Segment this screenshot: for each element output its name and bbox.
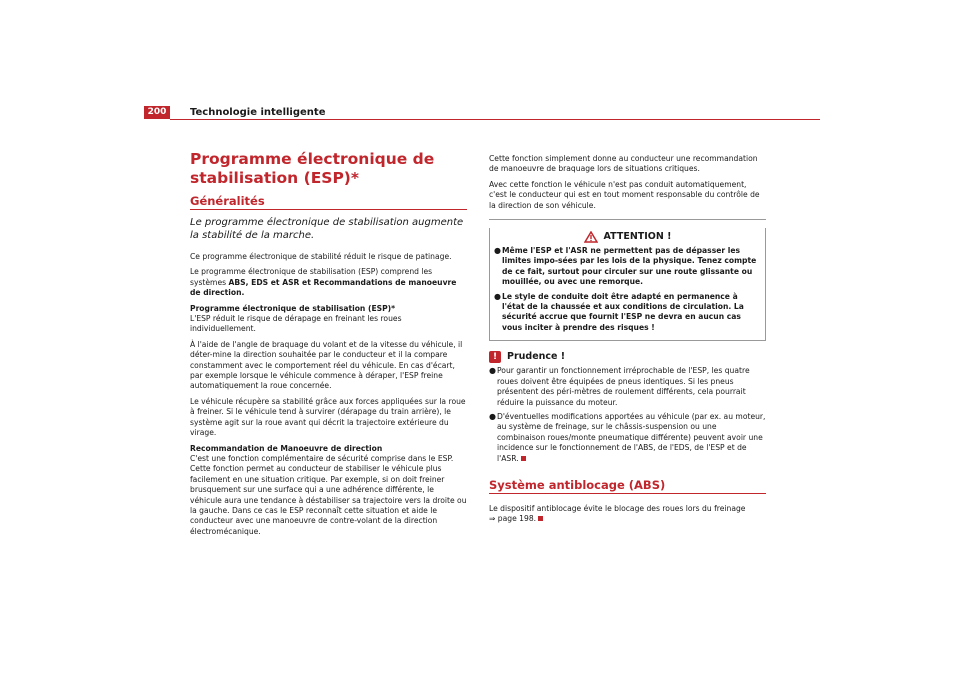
section-title-abs: Système antiblocage (ABS)	[489, 478, 766, 494]
attention-item	[494, 292, 761, 334]
running-header-title: Technologie intelligente	[190, 107, 326, 118]
right-column	[489, 154, 766, 530]
attention-item-text: Le style de conduite doit être adapté en permanence à l'état de la chaussée et aux conditions de circulation. La sécurité accrue que fournit l'ESP ne devra en aucun cas vous inciter à prendre des risques !	[502, 291, 744, 332]
paragraph: À l'aide de l'angle de braquage du volant et de la vitesse du véhicule, il déter-mine la direction souhaitée par le conducteur et il la compare constamment avec le comportement réel du véhicule. En cas d'écart, par exemple lorsque le véhicule commence à déraper, l'ESP freine automatiquement la roue concernée.	[190, 339, 463, 391]
caution-item-text: D'éventuelles modifications apportées au véhicule (par ex. au moteur, au système de freinage, sur le châssis-suspension ou une combinaison roues/monte pneumatique différente) peuvent avoir une incidence sur le fonctionnement de l'ABS, de l'EDS, de l'ESP et de l'ASR.	[497, 411, 766, 463]
paragraph: Ce programme électronique de stabilité réduit le risque de patinage.	[190, 252, 452, 261]
paragraph	[190, 267, 467, 298]
section-title-generalites: Généralités	[190, 194, 467, 210]
caution-item-text: Pour garantir un fonctionnement irréprochable de l'ESP, les quatre roues doivent être équipées de pneus identiques. Si les pneus présentent des péri-mètres de roulement différents, cela pourrait réduire la puissance du moteur.	[497, 366, 750, 407]
attention-item-text: Même l'ESP et l'ASR ne permettent pas de dépasser les limites impo-sées par les lois de la physique. Tenez compte de ce fait, surtout pour circuler sur une route glissante ou mouillée, ou avec une remorque.	[502, 246, 757, 287]
paragraph-bold-text: ABS, EDS et ASR et Recommandations de manoeuvre de direction.	[190, 277, 457, 298]
paragraph: Cette fonction simplement donne au conducteur une recommandation de manoeuvre de braquage lors de situations critiques.	[489, 154, 758, 174]
caution-item	[489, 366, 766, 408]
bullet-icon: ●	[489, 411, 496, 421]
subheading-esp: Programme électronique de stabilisation (ESP)*	[190, 303, 396, 313]
abs-text: Le dispositif antiblocage évite le blocage des roues lors du freinage	[489, 503, 746, 513]
left-column	[190, 150, 467, 542]
page-reference-link[interactable]: ⇒ page 198.	[489, 514, 537, 524]
paragraph: C'est une fonction complémentaire de sécurité comprise dans le ESP. Cette fonction permet au conducteur de stabiliser le véhicule plus facilement en une situation critique. Par exemple, si on doit freiner brusquement sur une surface qui a une adhérence différente, le véhicule aura une tendance à déstabiliser sa trajectoire vers la droite ou la gauche. Dans ce cas le ESP reconnaît cette situation et aide le conducteur avec une manoeuvre de contre-volant de la direction électromécanique.	[190, 453, 467, 536]
bullet-icon: ●	[489, 366, 496, 376]
paragraph: L'ESP réduit le risque de dérapage en freinant les roues individuellement.	[190, 314, 402, 334]
section-lead: Le programme électronique de stabilisation augmente la stabilité de la marche.	[190, 217, 464, 241]
caution-header	[489, 351, 766, 363]
abs-section	[489, 478, 766, 525]
attention-item	[494, 246, 761, 288]
paragraph-text: Le programme électronique de stabilisation (ESP) comprend les systèmes	[190, 267, 433, 287]
caution-item	[489, 412, 766, 464]
attention-box	[489, 228, 766, 341]
caution-title: Prudence !	[507, 351, 566, 363]
paragraph	[489, 504, 766, 525]
subheading-manoeuvre: Recommandation de Manoeuvre de direction	[190, 443, 383, 453]
exclamation-box-icon: !	[489, 351, 501, 363]
bullet-icon: ●	[494, 246, 501, 256]
caution-item-text-wrap	[497, 412, 766, 464]
header-rule	[170, 119, 820, 120]
attention-header	[494, 231, 761, 243]
bullet-icon: ●	[494, 291, 501, 301]
chapter-title: Programme électronique de stabilisation (ESP)*	[190, 150, 435, 187]
page-number: 200	[144, 106, 170, 119]
warning-triangle-icon	[584, 231, 598, 243]
paragraph: Avec cette fonction le véhicule n'est pas conduit automatiquement, c'est le conducteur qui est en tout moment responsable du contrôle de la direction de son véhicule.	[489, 179, 760, 210]
attention-title: ATTENTION !	[603, 230, 672, 242]
warning-top-rule	[489, 219, 766, 220]
end-of-section-icon	[538, 516, 543, 521]
end-of-section-icon	[521, 456, 526, 461]
paragraph: Le véhicule récupère sa stabilité grâce aux forces appliquées sur la roue à freiner. Si le véhicule tend à survirer (dérapage du train arrière), le système agit sur la roue avant qui décrit la trajectoire extérieure du virage.	[190, 396, 466, 438]
